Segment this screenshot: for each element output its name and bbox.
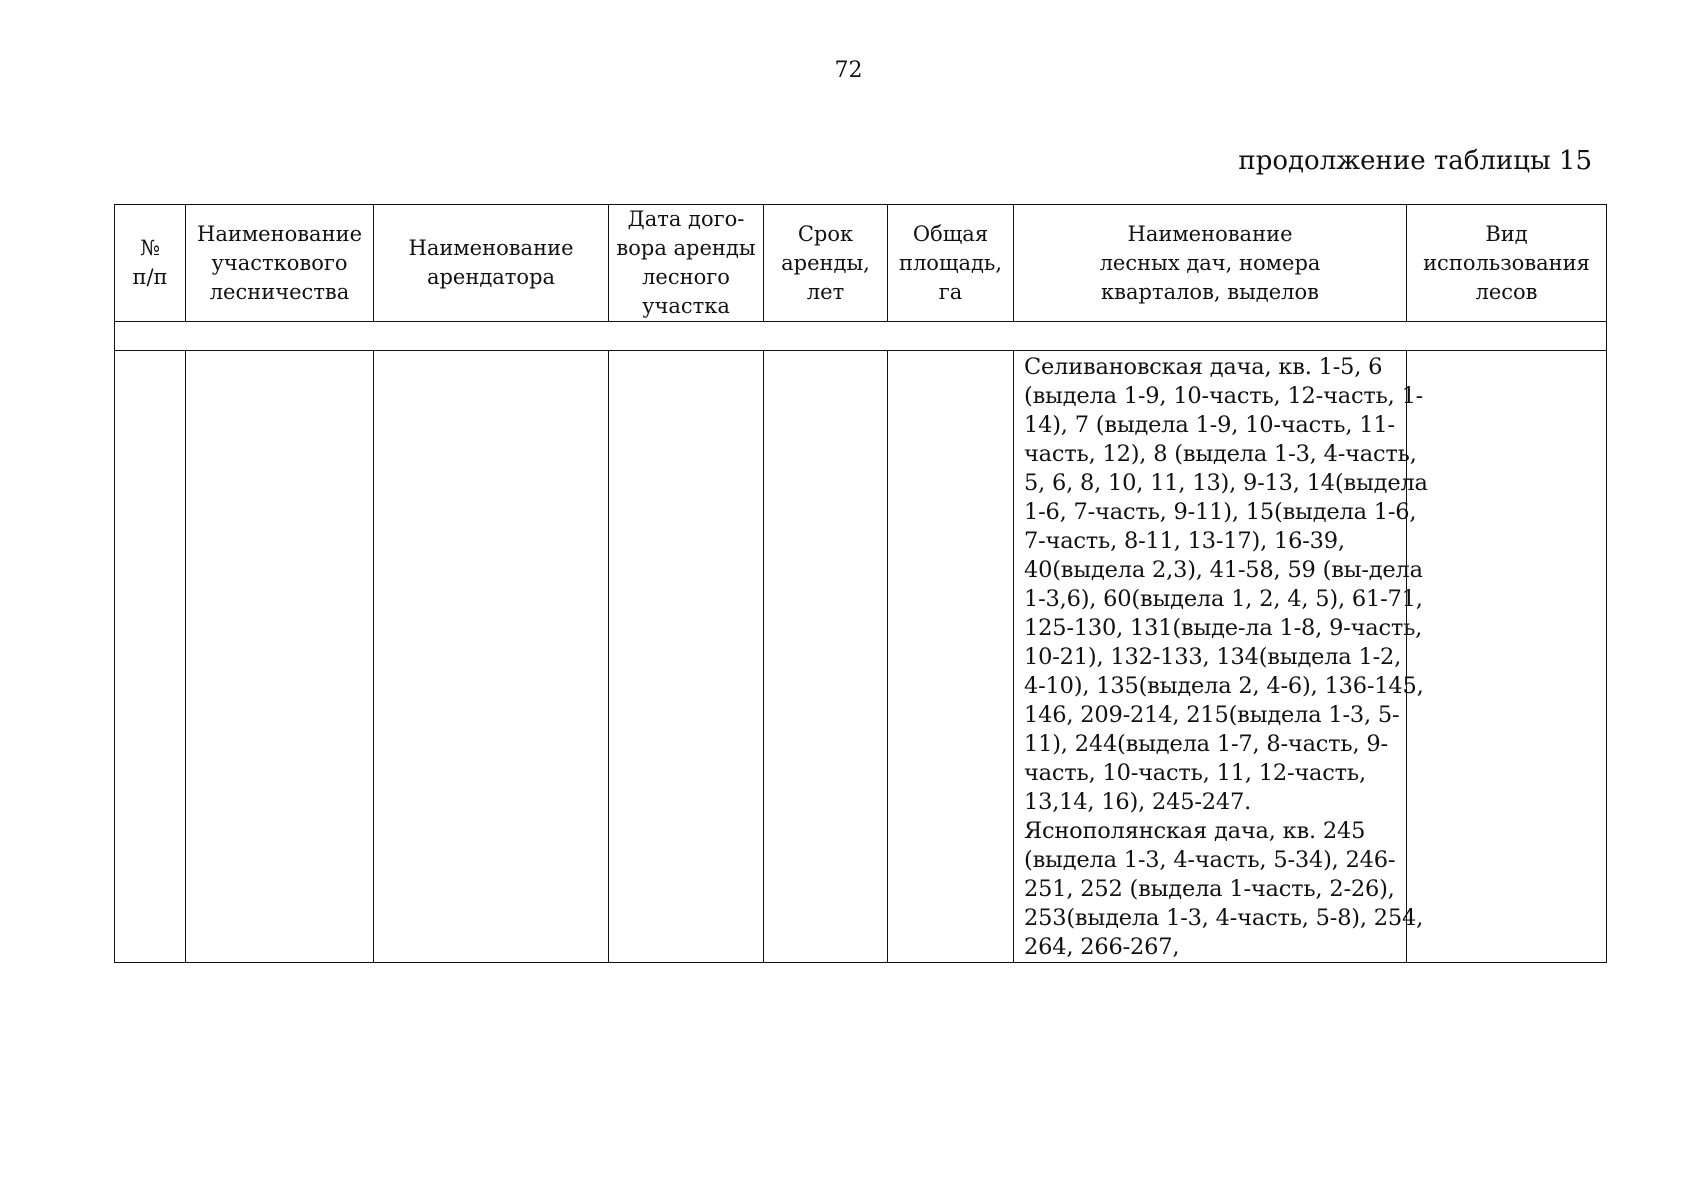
header-usage: Вид использования лесов <box>1407 205 1607 322</box>
table-row <box>115 351 1607 963</box>
quarters-line: (выдела 1-9, 10-часть, 12-часть, 1- <box>1024 383 1424 409</box>
quarters-line: 251, 252 (выдела 1-часть, 2-26), <box>1024 876 1395 902</box>
cell-contract-date <box>609 351 764 963</box>
quarters-line: 13,14, 16), 245-247. <box>1024 789 1252 815</box>
quarters-line: 125-130, 131(выде-ла 1-8, 9-часть, <box>1024 615 1423 641</box>
table-blank-row <box>115 322 1607 351</box>
table-header-row <box>115 205 1607 322</box>
header-num: № п/п <box>115 205 186 322</box>
quarters-line: Яснополянская дача, кв. 245 <box>1024 818 1366 844</box>
header-term: Срок аренды, лет <box>764 205 888 322</box>
cell-num <box>115 351 186 963</box>
quarters-line: 5, 6, 8, 10, 11, 13), 9-13, 14(выдела <box>1024 470 1428 496</box>
quarters-line: 146, 209-214, 215(выдела 1-3, 5- <box>1024 702 1400 728</box>
forest-lease-table <box>114 204 1607 963</box>
header-area: Общая площадь, га <box>888 205 1014 322</box>
quarters-line: 14), 7 (выдела 1-9, 10-часть, 11- <box>1024 412 1395 438</box>
cell-forestry <box>186 351 374 963</box>
header-contract-date: Дата дого- вора аренды лесного участка <box>609 205 764 322</box>
cell-usage <box>1407 351 1607 963</box>
quarters-line: Селивановская дача, кв. 1-5, 6 <box>1024 354 1383 380</box>
cell-tenant <box>374 351 609 963</box>
cell-term <box>764 351 888 963</box>
quarters-line: 11), 244(выдела 1-7, 8-часть, 9- <box>1024 731 1388 757</box>
cell-quarters <box>1014 351 1428 963</box>
quarters-line: часть, 10-часть, 11, 12-часть, <box>1024 760 1366 786</box>
quarters-line: 1-6, 7-часть, 9-11), 15(выдела 1-6, <box>1024 499 1417 525</box>
cell-area <box>888 351 1014 963</box>
quarters-line: 253(выдела 1-3, 4-часть, 5-8), 254, <box>1024 905 1424 931</box>
table-continuation-label: продолжение таблицы 15 <box>1238 146 1592 176</box>
header-tenant: Наименование арендатора <box>374 205 609 322</box>
quarters-line: 4-10), 135(выдела 2, 4-6), 136-145, <box>1024 673 1424 699</box>
quarters-line: 10-21), 132-133, 134(выдела 1-2, <box>1024 644 1402 670</box>
quarters-line: (выдела 1-3, 4-часть, 5-34), 246- <box>1024 847 1396 873</box>
quarters-line: 7-часть, 8-11, 13-17), 16-39, <box>1024 528 1345 554</box>
page-number: 72 <box>834 58 863 83</box>
header-forestry: Наименование участкового лесничества <box>186 205 374 322</box>
blank-row-cell <box>115 322 1607 351</box>
quarters-line: 1-3,6), 60(выдела 1, 2, 4, 5), 61-71, <box>1024 586 1423 612</box>
header-quarters: Наименование лесных дач, номера кварталов, выделов <box>1014 205 1407 322</box>
quarters-line: часть, 12), 8 (выдела 1-3, 4-часть, <box>1024 441 1417 467</box>
quarters-line: 40(выдела 2,3), 41-58, 59 (вы-дела <box>1024 557 1423 583</box>
quarters-line: 264, 266-267, <box>1024 934 1180 960</box>
